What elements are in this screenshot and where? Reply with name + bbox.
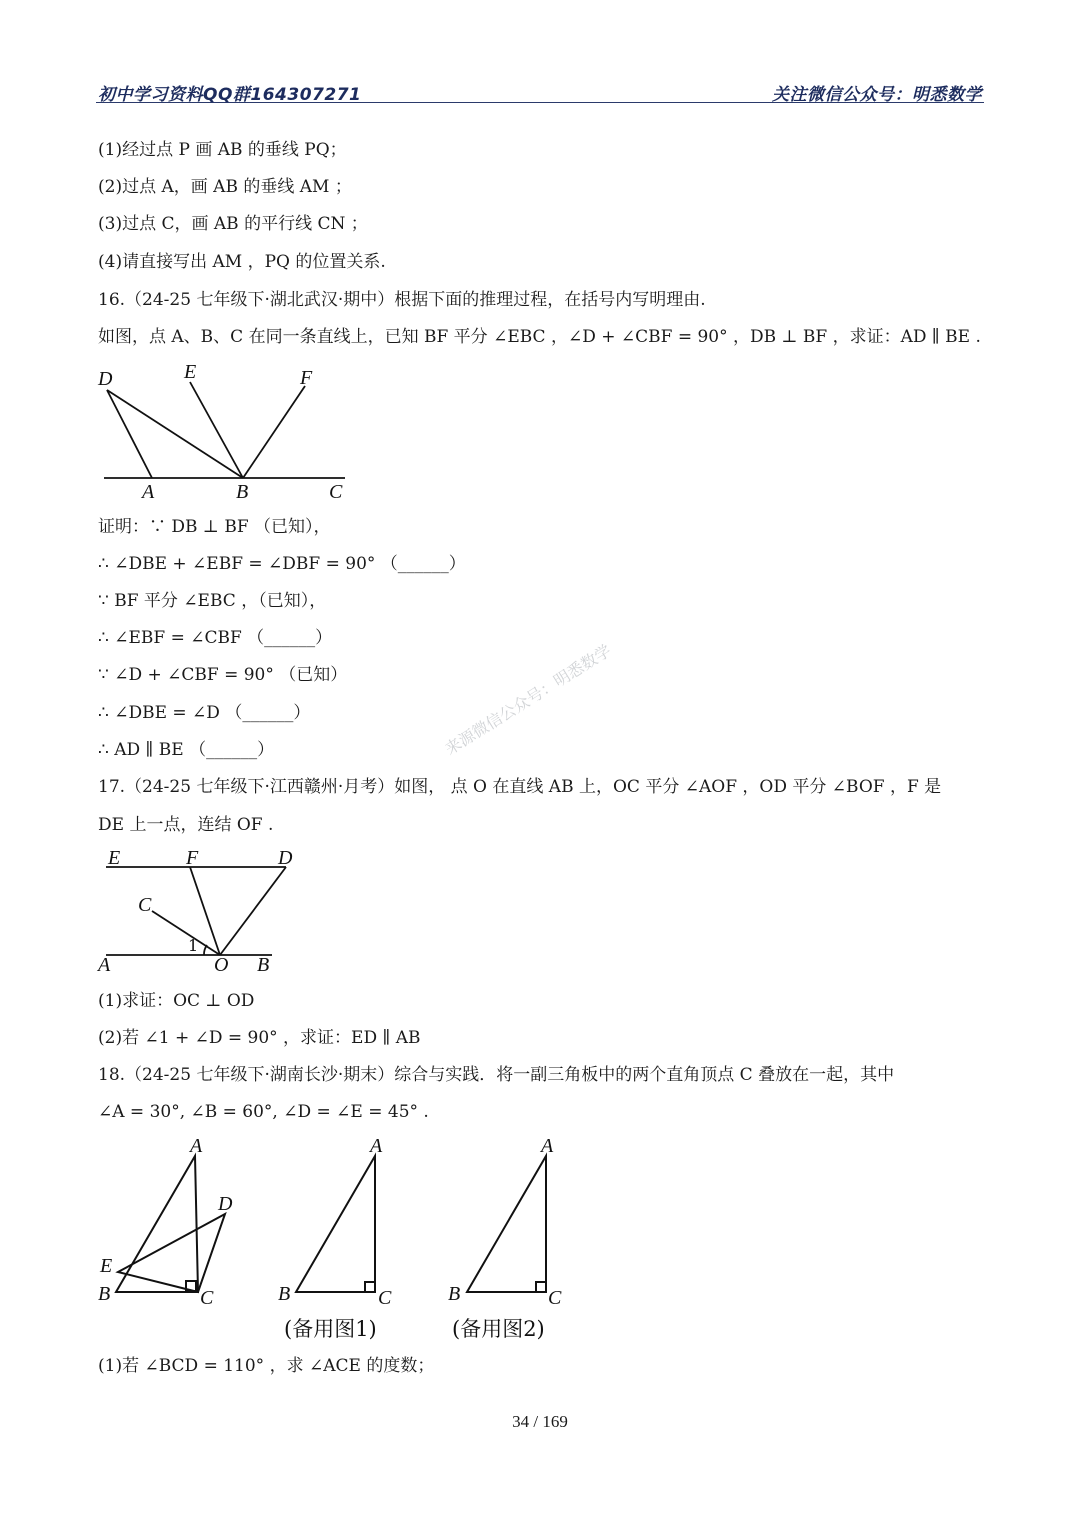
proof-line-2: ∴ ∠DBE + ∠EBF = ∠DBF = 90° （______） <box>98 554 466 574</box>
triangle-abc <box>296 1156 375 1292</box>
proof-line-4: ∴ ∠EBF = ∠CBF （______） <box>98 628 333 648</box>
caption-spare-1: (备用图1) <box>284 1317 377 1341</box>
header-right-text: 关注微信公众号：明悉数学 <box>772 85 982 105</box>
figure-q18 <box>90 1130 590 1350</box>
label-a: A <box>370 1135 383 1157</box>
segment-db <box>107 390 243 478</box>
proof-line-5: ∵ ∠D + ∠CBF = 90° （已知） <box>98 665 348 685</box>
watermark: 来源微信公众号：明悉数学 <box>441 640 615 759</box>
label-e: E <box>184 361 197 383</box>
label-d: D <box>278 847 293 869</box>
question-line-4: (4)请直接写出 AM ，PQ 的位置关系. <box>98 252 386 272</box>
q16-title: 16.（24-25 七年级下·湖北武汉·期中）根据下面的推理过程，在括号内写明理由. <box>98 290 706 310</box>
label-a: A <box>142 481 155 503</box>
label-e: E <box>108 847 121 869</box>
proof-line-3: ∵ BF 平分 ∠EBC ，（已知）， <box>98 591 327 611</box>
segment-od <box>220 867 286 955</box>
label-b: B <box>278 1283 291 1305</box>
proof-line-1: 证明：∵ DB ⊥ BF （已知）， <box>98 517 331 537</box>
q18-title: 18.（24-25 七年级下·湖南长沙·期末）综合与实践．将一副三角板中的两个直角顶点 C 叠放在一起，其中 <box>98 1065 895 1085</box>
label-b: B <box>448 1283 461 1305</box>
figure-q17 <box>90 845 293 980</box>
label-b: B <box>236 481 249 503</box>
q17-part-1: (1)求证：OC ⊥ OD <box>98 991 255 1011</box>
label-b: B <box>98 1283 111 1305</box>
q17-part-2: (2)若 ∠1 + ∠D = 90° ，求证：ED ∥ AB <box>98 1028 421 1048</box>
label-d: D <box>218 1193 233 1215</box>
label-c: C <box>378 1287 392 1309</box>
proof-line-6: ∴ ∠DBE = ∠D （______） <box>98 703 311 723</box>
q18-condition: ∠A = 30°, ∠B = 60°, ∠D = ∠E = 45° . <box>98 1102 429 1122</box>
ray-bf <box>243 386 305 478</box>
page-header <box>96 78 984 103</box>
label-a: A <box>190 1135 203 1157</box>
label-a: A <box>541 1135 554 1157</box>
question-line-3: (3)过点 C，画 AB 的平行线 CN ； <box>98 214 368 234</box>
label-c: C <box>200 1287 214 1309</box>
q17-title: 17.（24-25 七年级下·江西赣州·月考）如图， 点 O 在直线 AB 上，OC 平分 ∠AOF ，OD 平分 ∠BOF ，F 是 <box>98 777 942 797</box>
label-c: C <box>329 481 343 503</box>
proof-line-7: ∴ AD ∥ BE （______） <box>98 740 275 760</box>
figure-q18-spare-1 <box>278 1135 392 1341</box>
caption-spare-2: (备用图2) <box>452 1317 545 1341</box>
q17-continuation: DE 上一点，连结 OF . <box>98 815 274 835</box>
header-left-text: 初中学习资料QQ群164307271 <box>98 85 362 105</box>
page-number: 34 / 169 <box>512 1412 568 1431</box>
segment-da <box>107 390 152 478</box>
label-b: B <box>257 954 270 976</box>
label-a: A <box>98 954 111 976</box>
question-line-1: (1)经过点 P 画 AB 的垂线 PQ； <box>98 140 347 160</box>
segment-oc <box>152 911 220 955</box>
label-c: C <box>138 894 152 916</box>
right-angle-mark <box>536 1282 546 1292</box>
ray-be <box>190 382 243 478</box>
label-angle-1: 1 <box>188 936 199 955</box>
triangle-dec <box>118 1214 225 1292</box>
angle-1-arc <box>204 945 207 955</box>
q16-description: 如图，点 A、B、C 在同一条直线上，已知 BF 平分 ∠EBC ，∠D + ∠CBF = 90° ，DB ⊥ BF ，求证：AD ∥ BE . <box>98 327 981 347</box>
figure-q18-spare-2 <box>448 1135 562 1341</box>
label-o: O <box>214 954 229 976</box>
label-f: F <box>300 367 313 389</box>
triangle-abc <box>116 1156 198 1292</box>
label-c: C <box>548 1287 562 1309</box>
right-angle-mark <box>365 1282 375 1292</box>
label-e: E <box>100 1255 113 1277</box>
question-line-2: (2)过点 A，画 AB 的垂线 AM ； <box>98 177 352 197</box>
label-f: F <box>186 847 199 869</box>
q18-part-1: (1)若 ∠BCD = 110° ，求 ∠ACE 的度数； <box>98 1356 435 1376</box>
label-d: D <box>98 368 113 390</box>
figure-q18-main <box>98 1135 233 1309</box>
triangle-abc <box>467 1156 546 1292</box>
figure-q16 <box>90 360 360 505</box>
